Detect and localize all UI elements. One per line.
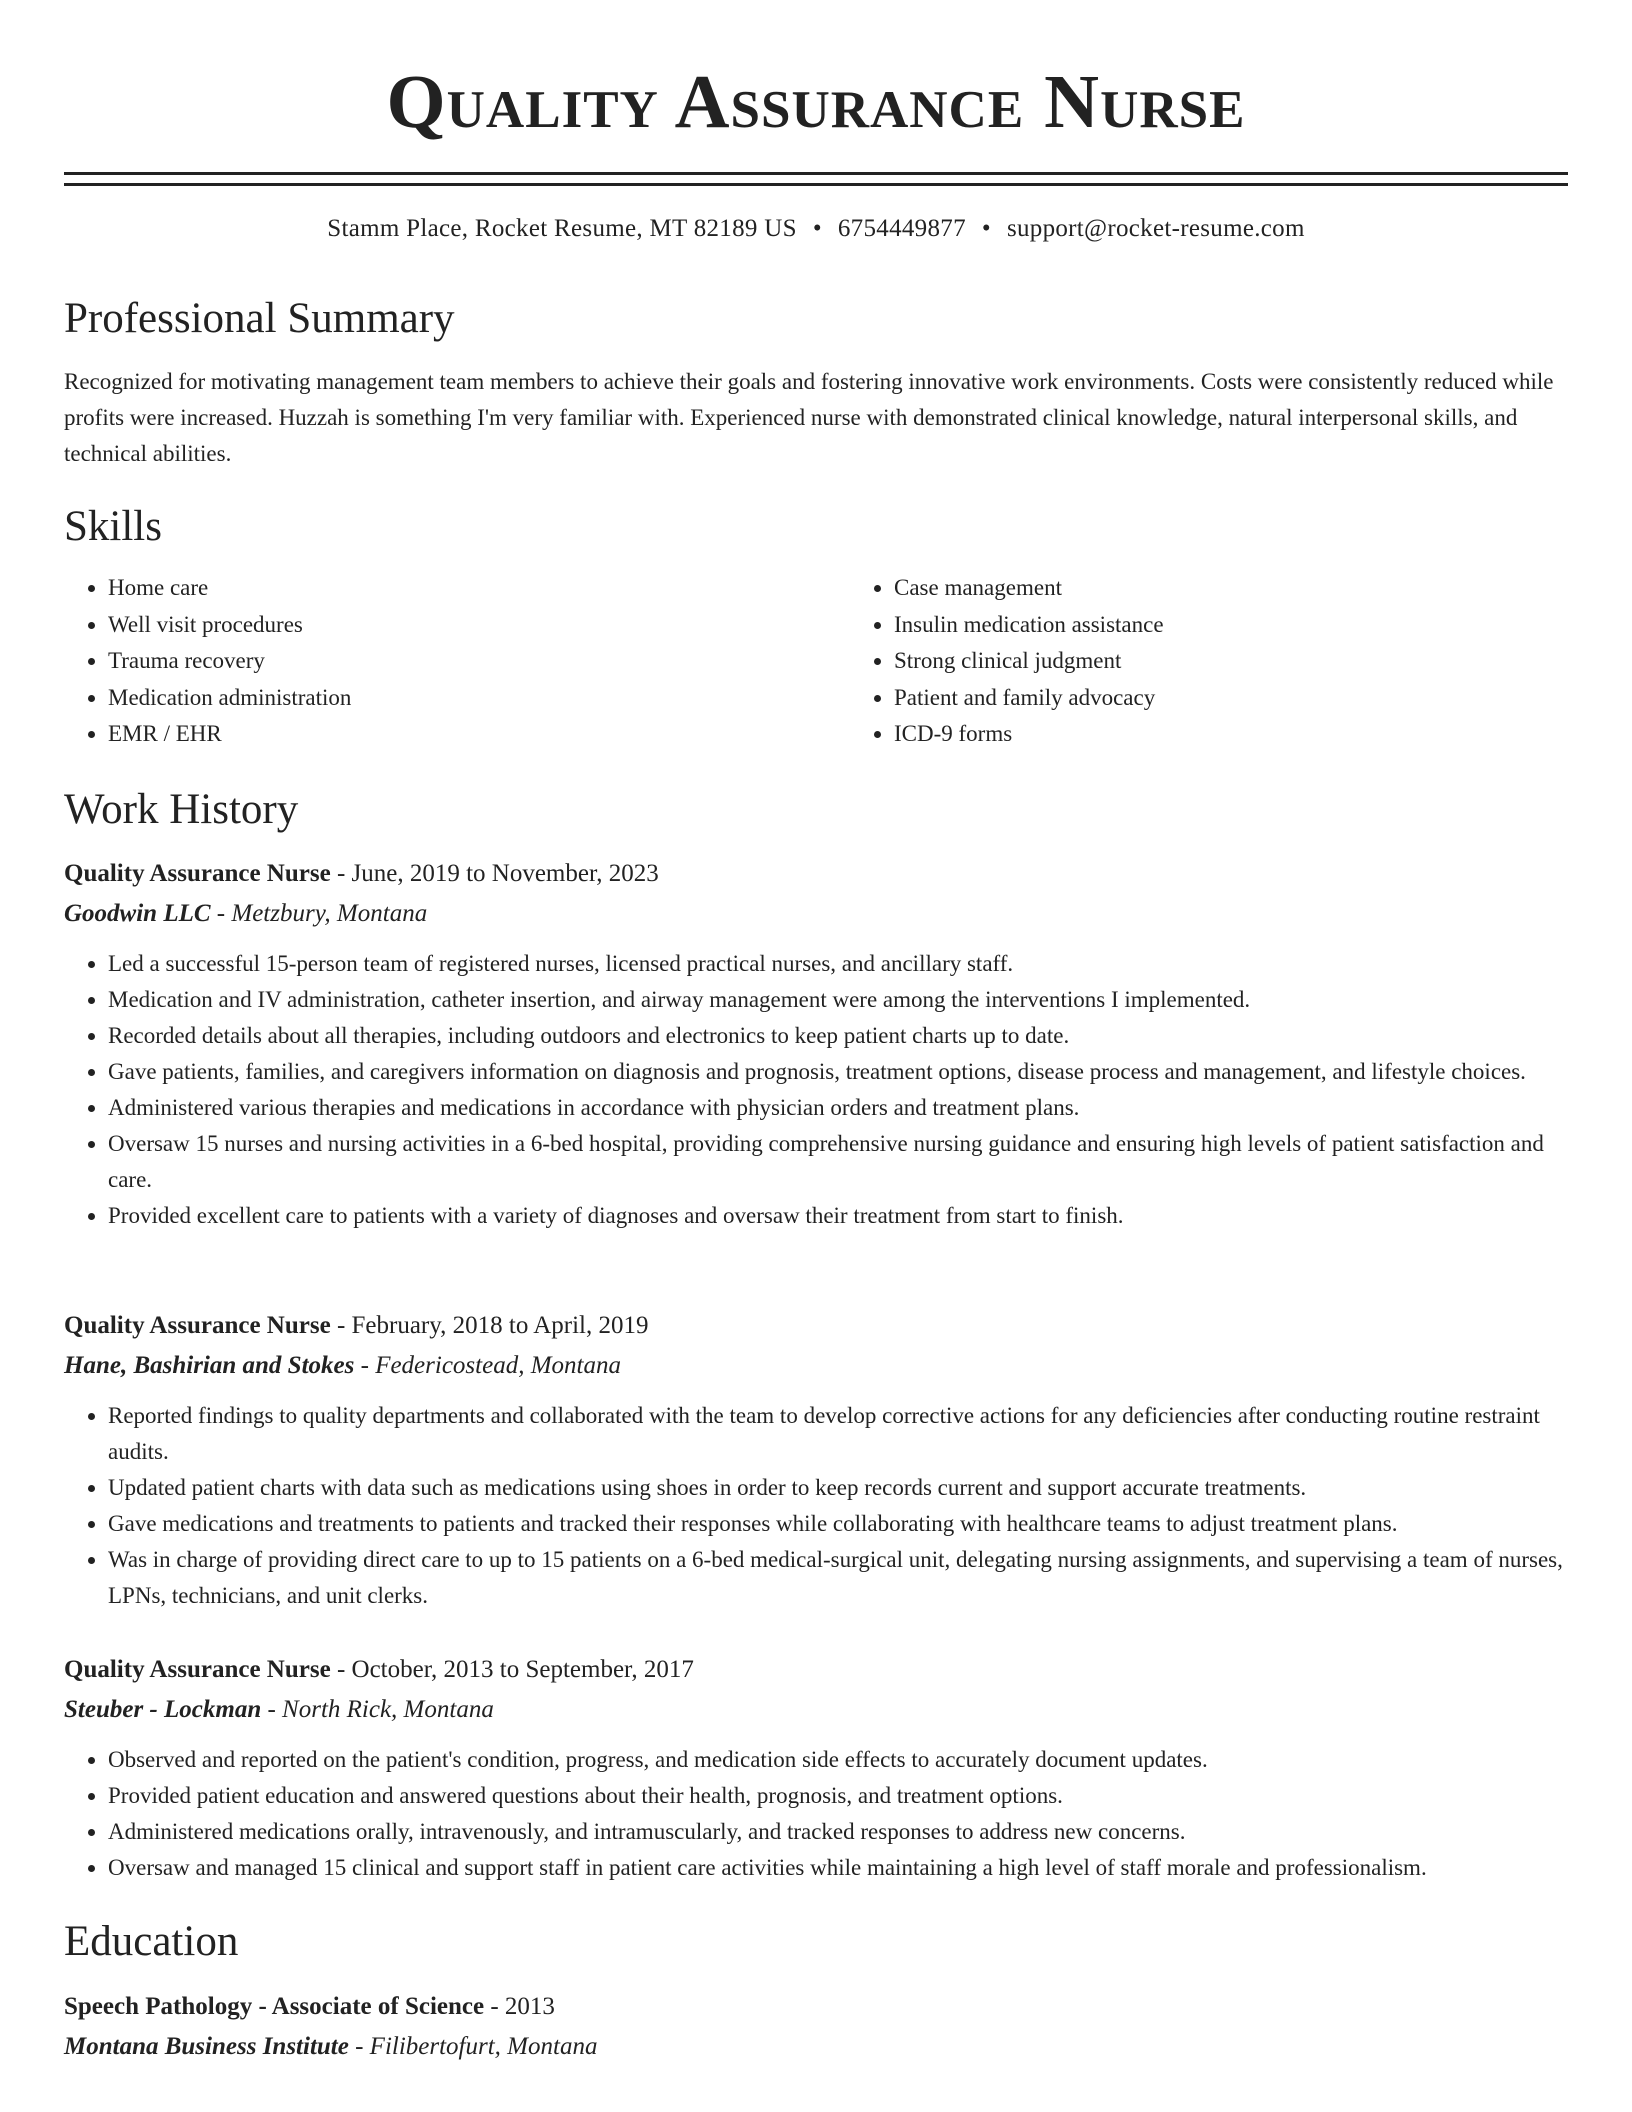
job-employer: Steuber - Lockman - North Rick, Montana (64, 1696, 494, 1723)
job-bullet: • Provided excellent care to patients with a variety of diagnoses and oversaw their treatment from start to finish. (108, 1198, 1568, 1234)
job-bullet: • Gave medications and treatments to patients and tracked their responses while collaborating with healthcare teams to adjust treatment plans. (108, 1506, 1568, 1542)
job-bullet: • Medication and IV administration, catheter insertion, and airway management were among the interventions I implemented. (108, 982, 1568, 1018)
resume-header (64, 0, 1568, 244)
skill-item: • Insulin medication assistance (894, 607, 1632, 644)
contact-address: Stamm Place, Rocket Resume, MT 82189 US (327, 215, 797, 242)
job-header: Quality Assurance Nurse - June, 2019 to November, 2023 (64, 860, 659, 887)
job-entry (64, 858, 1568, 1234)
job-location: Federicostead, Montana (375, 1352, 621, 1379)
job-bullets (64, 946, 1568, 1234)
job-dates: February, 2018 to April, 2019 (351, 1312, 649, 1339)
skill-item: • Home care (108, 570, 850, 607)
job-bullet: • Oversaw 15 nurses and nursing activities in a 6-bed hospital, providing comprehensive nursing guidance and ensuring high levels of patient satisfaction and care. (108, 1126, 1568, 1198)
education-year: 2013 (504, 1993, 555, 2020)
job-role: Quality Assurance Nurse (64, 1656, 331, 1683)
job-role: Quality Assurance Nurse (64, 1312, 331, 1339)
job-bullet: • Administered medications orally, intravenously, and intramuscularly, and tracked responses to address new concerns. (108, 1814, 1568, 1850)
education-header: Speech Pathology - Associate of Science - 2013 (64, 1993, 555, 2020)
job-location: Metzbury, Montana (231, 900, 428, 927)
job-bullet: • Provided patient education and answered questions about their health, prognosis, and treatment options. (108, 1778, 1568, 1814)
job-bullet: • Reported findings to quality departments and collaborated with the team to develop corrective actions for any deficiencies after conducting routine restraint audits. (108, 1398, 1568, 1470)
job-header: Quality Assurance Nurse - October, 2013 to September, 2017 (64, 1656, 694, 1683)
candidate-name: Quality Assurance Nurse (386, 60, 1246, 144)
job-bullet: • Administered various therapies and medications in accordance with physician orders and treatment plans. (108, 1090, 1568, 1126)
separator-dot: • (812, 215, 822, 242)
job-role: Quality Assurance Nurse (64, 860, 331, 887)
skill-item: • Case management (894, 570, 1632, 607)
header-divider (64, 172, 1568, 186)
education-location: Filibertofurt, Montana (369, 2033, 598, 2060)
skills-section (64, 502, 1568, 753)
job-bullet: • Was in charge of providing direct care to up to 15 patients on a 6-bed medical-surgical unit, delegating nursing assignments, and supervising a team of nurses, LPNs, technicians, and unit clerks. (108, 1542, 1568, 1614)
skills-columns (64, 570, 1568, 753)
section-title-summary: Professional Summary (64, 295, 455, 342)
contact-email: support@rocket-resume.com (1006, 215, 1305, 242)
skill-item: • Patient and family advocacy (894, 680, 1632, 717)
skills-list-left (64, 570, 850, 753)
contact-line (64, 214, 1568, 244)
job-location: North Rick, Montana (282, 1696, 494, 1723)
education-school-line: Montana Business Institute - Filibertofurt, Montana (64, 2033, 598, 2060)
job-company: Steuber - Lockman (64, 1696, 262, 1723)
job-bullet: • Gave patients, families, and caregivers information on diagnosis and prognosis, treatment options, disease process and management, and lifestyle choices. (108, 1054, 1568, 1090)
job-dates: October, 2013 to September, 2017 (351, 1656, 694, 1683)
job-company: Hane, Bashirian and Stokes (64, 1352, 355, 1379)
job-bullet: • Recorded details about all therapies, including outdoors and electronics to keep patient charts up to date. (108, 1018, 1568, 1054)
skill-item: • Strong clinical judgment (894, 643, 1632, 680)
summary-section (64, 294, 1568, 472)
section-title-work: Work History (64, 786, 299, 833)
section-title-skills: Skills (64, 503, 162, 550)
skill-item: • ICD-9 forms (894, 716, 1632, 753)
skills-list-right (850, 570, 1632, 753)
section-title-education: Education (64, 1918, 239, 1965)
separator-dot: • (981, 215, 991, 242)
education-entry (64, 1991, 1568, 2063)
job-bullet: • Updated patient charts with data such as medications using shoes in order to keep records current and support accurate treatments. (108, 1470, 1568, 1506)
job-entry (64, 1310, 1568, 1614)
job-employer: Goodwin LLC - Metzbury, Montana (64, 900, 428, 927)
job-bullet: • Led a successful 15-person team of registered nurses, licensed practical nurses, and ancillary staff. (108, 946, 1568, 982)
job-employer: Hane, Bashirian and Stokes - Federicostead, Montana (64, 1352, 621, 1379)
skill-item: • Medication administration (108, 680, 850, 717)
work-history-section (64, 785, 1568, 835)
skill-item: • EMR / EHR (108, 716, 850, 753)
education-degree: Speech Pathology - Associate of Science (64, 1993, 485, 2020)
contact-phone: 6754449877 (837, 215, 966, 242)
summary-text: Recognized for motivating management team members to achieve their goals and fostering innovative work environments. Costs were consistently reduced while profits were increased. Huzzah is something I'm very familiar with. Experienced nurse with demonstrated clinical knowledge, natural interpersonal skills, and technical abilities. (64, 369, 1554, 466)
job-company: Goodwin LLC (64, 900, 211, 927)
job-bullets (64, 1742, 1568, 1886)
job-bullet: • Oversaw and managed 15 clinical and support staff in patient care activities while maintaining a high level of staff morale and professionalism. (108, 1850, 1568, 1886)
skill-item: • Well visit procedures (108, 607, 850, 644)
job-entry (64, 1654, 1568, 1886)
job-header: Quality Assurance Nurse - February, 2018 to April, 2019 (64, 1312, 649, 1339)
job-bullets (64, 1398, 1568, 1614)
job-bullet: • Observed and reported on the patient's condition, progress, and medication side effects to accurately document updates. (108, 1742, 1568, 1778)
skill-item: • Trauma recovery (108, 643, 850, 680)
education-section (64, 1917, 1568, 1967)
education-school: Montana Business Institute (64, 2033, 349, 2060)
job-dates: June, 2019 to November, 2023 (351, 860, 659, 887)
